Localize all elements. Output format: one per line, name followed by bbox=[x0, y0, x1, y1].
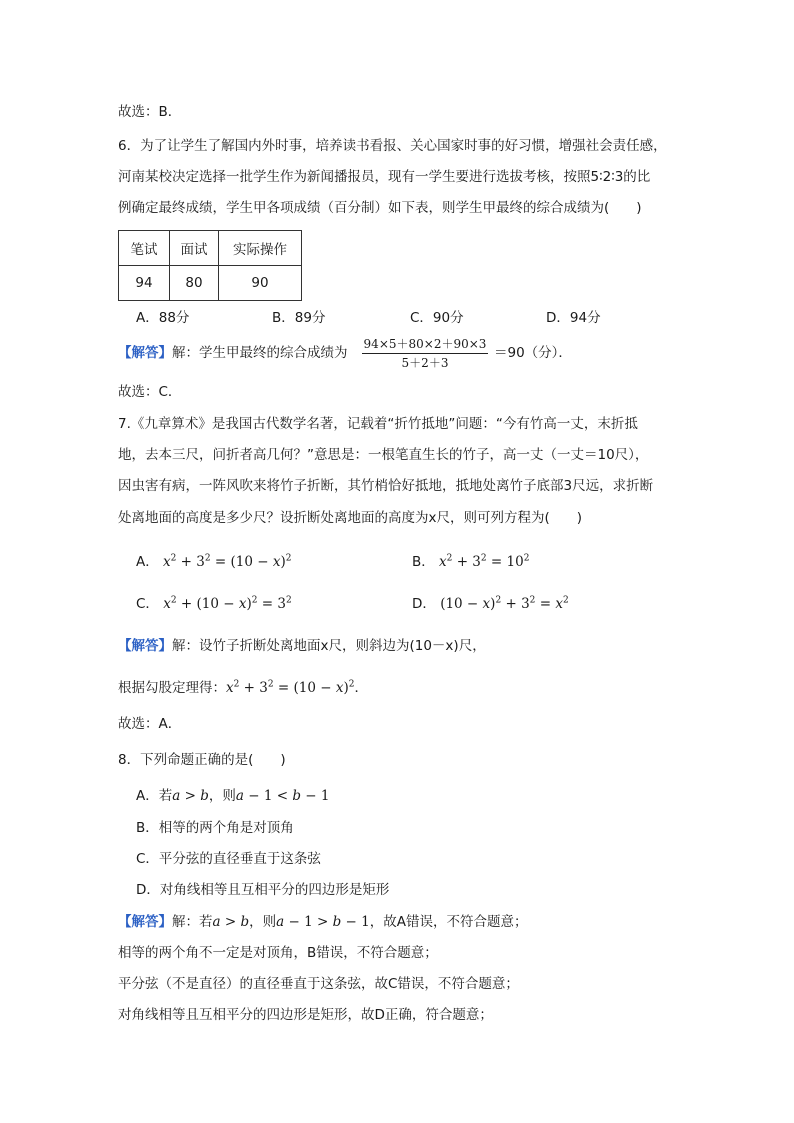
table-cell: 90 bbox=[219, 266, 302, 301]
q6-stem-line3: 例确定最终成绩，学生甲各项成绩（百分制）如下表，则学生甲最终的综合成绩为( ) bbox=[118, 200, 642, 216]
option-letter: D． bbox=[412, 596, 436, 612]
q6-score-table bbox=[118, 230, 302, 301]
q8-stem: 8．下列命题正确的是( ) bbox=[118, 752, 286, 768]
q6-solution-result: ＝90（分）． bbox=[494, 345, 572, 361]
q8-solution-line2: 相等的两个角不一定是对顶角，B错误，不符合题意； bbox=[118, 945, 438, 961]
option-prefix: A．若 bbox=[136, 788, 173, 804]
q6-option-d: D．94分 bbox=[546, 310, 601, 326]
option-letter: A． bbox=[136, 554, 159, 570]
q7-stem-line4: 处离地面的高度是多少尺？设折断处离地面的高度为x尺，则可列方程为( ) bbox=[118, 510, 583, 526]
table-header-cell: 面试 bbox=[170, 231, 219, 266]
q8-solution-line1: 【解答】解：若a > b，则a − 1 > b − 1，故A错误，不符合题意； bbox=[118, 914, 528, 930]
solution-text: 解：学生甲最终的综合成绩为 bbox=[172, 345, 348, 361]
q7-option-a: A． $x^2 + 3^2 = (10 - x)^2$ bbox=[136, 553, 292, 570]
q6-stem-line1: 6．为了让学生了解国内外时事，培养读书看报、关心国家时事的好习惯，增强社会责任感， bbox=[118, 138, 667, 154]
q8-solution-line3: 平分弦（不是直径）的直径垂直于这条弦，故C错误，不符合题意； bbox=[118, 976, 519, 992]
table-cell: 94 bbox=[119, 266, 170, 301]
table-row bbox=[119, 266, 302, 301]
fraction-numerator: 94×5＋80×2＋90×3 bbox=[362, 336, 488, 354]
solution-tag: 【解答】 bbox=[118, 914, 172, 930]
fraction-denominator: 5＋2＋3 bbox=[401, 356, 449, 370]
q8-option-c: C．平分弦的直径垂直于这条弦 bbox=[136, 851, 321, 867]
solution-text: 根据勾股定理得： bbox=[118, 680, 226, 696]
solution-tag: 【解答】 bbox=[118, 638, 172, 654]
q5-answer: 故选：B． bbox=[118, 104, 182, 120]
solution-text: ，故A错误，不符合题意； bbox=[369, 914, 528, 930]
q8-option-a: A．若a > b，则a − 1 < b − 1 bbox=[136, 788, 330, 804]
q8-option-b: B．相等的两个角是对顶角 bbox=[136, 820, 294, 836]
table-header-cell: 实际操作 bbox=[219, 231, 302, 266]
q7-stem-line3: 因虫害有病，一阵风吹来将竹子折断，其竹梢恰好抵地，抵地处离竹子底部3尺远，求折断 bbox=[118, 478, 654, 494]
q7-answer: 故选：A． bbox=[118, 716, 182, 732]
q8-solution-line4: 对角线相等且互相平分的四边形是矩形，故D正确，符合题意； bbox=[118, 1007, 493, 1023]
q6-option-a: A．88分 bbox=[136, 310, 190, 326]
q7-stem-line2: 地，去本三尺，问折者高几何？”意思是：一根笔直生长的竹子，高一丈（一丈＝10尺）， bbox=[118, 447, 649, 463]
q7-stem-line1: 7.《九章算术》是我国古代数学名著，记载着“折竹抵地”问题：“今有竹高一丈，末折抵 bbox=[118, 416, 638, 432]
solution-text: 解：设竹子折断处离地面x尺，则斜边为(10－x)尺， bbox=[172, 638, 486, 654]
q6-solution bbox=[118, 343, 348, 363]
q6-option-b: B．89分 bbox=[272, 310, 326, 326]
q7-option-c: C． $x^2 + (10 - x)^2 = 3^2$ bbox=[136, 595, 292, 612]
q7-option-d: D． $(10 - x)^2 + 3^2 = x^2$ bbox=[412, 595, 569, 612]
table-header-row bbox=[119, 231, 302, 266]
q7-option-b: B． $x^2 + 3^2 = 10^2$ bbox=[412, 553, 530, 570]
q6-answer: 故选：C． bbox=[118, 384, 182, 400]
q8-option-d: D．对角线相等且互相平分的四边形是矩形 bbox=[136, 882, 390, 898]
solution-tag: 【解答】 bbox=[118, 345, 172, 361]
q6-stem-line2: 河南某校决定选择一批学生作为新闻播报员，现有一学生要进行选拔考核，按照5∶2∶3的比 bbox=[118, 169, 651, 185]
option-letter: B． bbox=[412, 554, 435, 570]
q6-fraction bbox=[362, 336, 488, 371]
table-header-cell: 笔试 bbox=[119, 231, 170, 266]
table-cell: 80 bbox=[170, 266, 219, 301]
q6-option-c: C．90分 bbox=[410, 310, 464, 326]
q7-solution-line2: 根据勾股定理得：$x^2 + 3^2 = (10 - x)^2$． bbox=[118, 679, 368, 696]
q7-solution-line1 bbox=[118, 636, 486, 656]
option-letter: C． bbox=[136, 596, 159, 612]
